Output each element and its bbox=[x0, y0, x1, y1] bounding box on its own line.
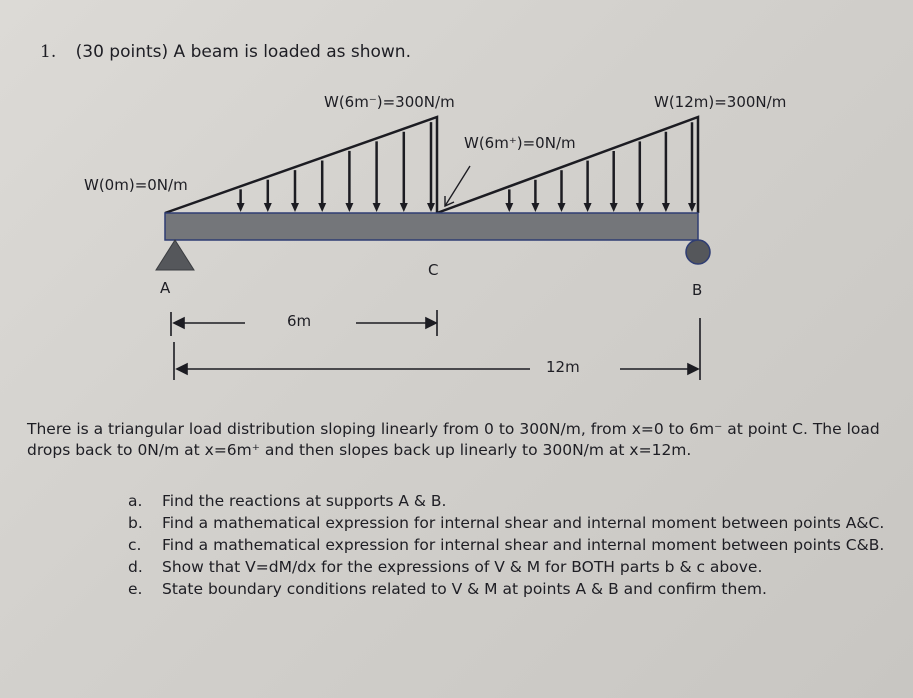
load-arrow-head bbox=[237, 203, 245, 212]
question-text: State boundary conditions related to V & M at points A & B and confirm them. bbox=[162, 580, 767, 598]
label-w-6m-minus: W(6m⁻)=300N/m bbox=[324, 93, 455, 111]
question-marker: b. bbox=[128, 514, 143, 532]
problem-number: 1. bbox=[40, 42, 57, 62]
beam bbox=[165, 213, 698, 240]
pin-support-a bbox=[156, 240, 194, 270]
question-marker: d. bbox=[128, 558, 143, 576]
load-arrow-head bbox=[505, 203, 513, 212]
question-item bbox=[128, 534, 888, 556]
pointer-arrow bbox=[445, 166, 470, 206]
load-arrow-head bbox=[427, 203, 435, 212]
question-marker: e. bbox=[128, 580, 143, 598]
load-arrow-head bbox=[291, 203, 299, 212]
question-text: Find a mathematical expression for internal shear and internal moment between points A&C. bbox=[162, 514, 885, 532]
question-marker: a. bbox=[128, 492, 143, 510]
load-arrow-head bbox=[400, 203, 408, 212]
label-point-c: C bbox=[428, 261, 439, 279]
label-w-0m: W(0m)=0N/m bbox=[84, 176, 188, 194]
label-dim-12m: 12m bbox=[546, 358, 580, 376]
load-arrow-head bbox=[558, 203, 566, 212]
load-arrow-head bbox=[345, 203, 353, 212]
load-arrow-head bbox=[610, 203, 618, 212]
load-arrow-head bbox=[636, 203, 644, 212]
roller-support-b bbox=[686, 240, 710, 264]
left-load-triangle bbox=[165, 117, 437, 213]
label-dim-6m: 6m bbox=[287, 312, 312, 330]
load-arrow-head bbox=[584, 203, 592, 212]
right-load-triangle bbox=[437, 117, 698, 213]
question-item bbox=[128, 490, 888, 512]
load-arrow-head bbox=[688, 203, 696, 212]
load-arrow-head bbox=[662, 203, 670, 212]
load-arrow-head bbox=[373, 203, 381, 212]
load-arrow-head bbox=[318, 203, 326, 212]
label-point-a: A bbox=[160, 279, 171, 297]
question-item bbox=[128, 578, 888, 600]
question-text: Find a mathematical expression for internal shear and internal moment between points C&B. bbox=[162, 536, 885, 554]
question-item bbox=[128, 556, 888, 578]
question-text: Find the reactions at supports A & B. bbox=[162, 492, 447, 510]
label-w-6m-plus: W(6m⁺)=0N/m bbox=[464, 134, 576, 152]
load-arrow-head bbox=[531, 203, 539, 212]
question-item bbox=[128, 512, 888, 534]
question-marker: c. bbox=[128, 536, 142, 554]
label-point-b: B bbox=[692, 281, 703, 299]
question-text: Show that V=dM/dx for the expressions of V & M for BOTH parts b & c above. bbox=[162, 558, 763, 576]
problem-description: There is a triangular load distribution sloping linearly from 0 to 300N/m, from x=0 to 6m⁻ at point C. The load drops back to 0N/m at x=6m⁺ and then slopes back up linearly to 300N/m at x=12m. bbox=[27, 420, 880, 459]
load-arrow-head bbox=[264, 203, 272, 212]
label-w-12m: W(12m)=300N/m bbox=[654, 93, 787, 111]
problem-title: (30 points) A beam is loaded as shown. bbox=[75, 42, 411, 62]
question-list bbox=[128, 490, 888, 600]
